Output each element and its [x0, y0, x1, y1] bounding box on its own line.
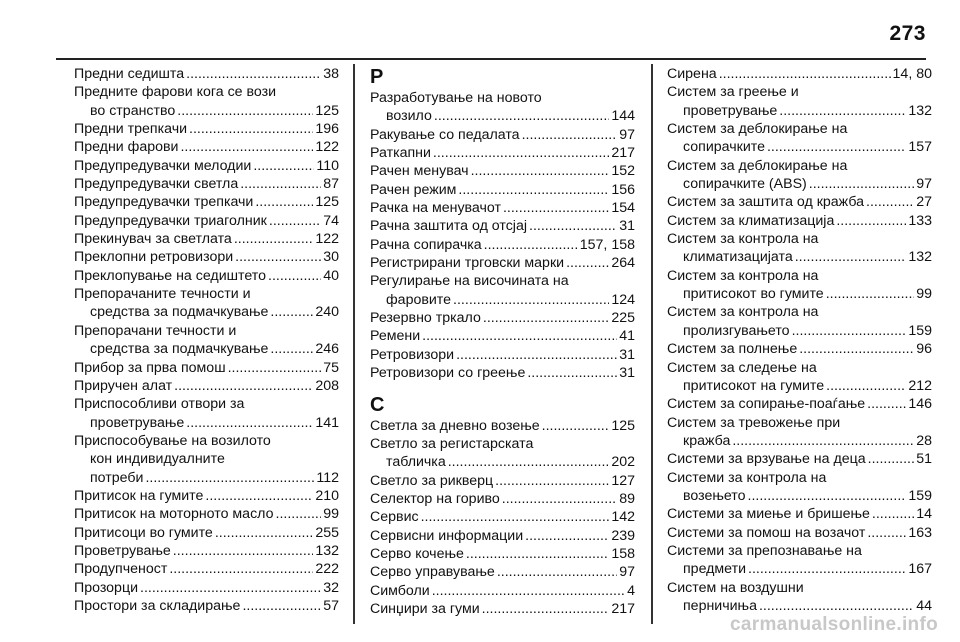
index-entry: [74, 487, 339, 505]
dot-leader: [484, 236, 578, 254]
index-entry-page: 240: [315, 304, 339, 321]
index-entry-page: 122: [315, 231, 339, 248]
index-entry-page: 202: [611, 454, 635, 471]
index-entry-page: 57: [323, 597, 339, 614]
index-entry-term: Светло за регистарската: [370, 435, 534, 452]
index-entry-page: 41: [619, 328, 635, 345]
index-entry-page: 239: [611, 527, 635, 544]
index-entry: [667, 267, 932, 304]
index-entry-term: пролизгувањето: [683, 322, 790, 339]
index-entry-page: 14: [916, 506, 932, 523]
dot-leader: [748, 487, 907, 505]
index-entry-page: 246: [315, 341, 339, 358]
index-entry-page: 44: [916, 597, 932, 614]
index-entry-term: Приспособување на возилото: [74, 432, 271, 449]
dot-leader: [215, 524, 314, 542]
index-entry: [74, 157, 339, 175]
index-entry: [74, 138, 339, 156]
dot-leader: [186, 414, 313, 432]
index-entry-page: 28: [916, 432, 932, 449]
index-entry-term: Проветрување: [74, 542, 171, 559]
index-entry-term: проветрување: [90, 414, 185, 431]
index-entry: [370, 144, 635, 162]
index-entry-page: 97: [619, 564, 635, 581]
index-entry: [74, 542, 339, 560]
index-entry-page: 96: [916, 341, 932, 358]
index-entry-page: 132: [908, 102, 932, 119]
index-entry: [370, 254, 635, 272]
index-entry-term: климатизацијата: [683, 249, 793, 266]
dot-leader: [253, 157, 314, 175]
index-entry: [370, 435, 635, 472]
index-letter-heading: Р: [370, 66, 384, 88]
index-entry-term: Предни трепкачи: [74, 121, 188, 138]
index-entry: [667, 157, 932, 194]
index-entry-term: кон индивидуалните: [90, 451, 225, 468]
index-entry-page: 159: [908, 322, 932, 339]
index-entry-page: 141: [315, 414, 339, 431]
index-entry: [667, 230, 932, 267]
index-entry-page: 97: [619, 126, 635, 143]
index-entry-term: средства за подмачкување: [90, 304, 269, 321]
index-entry: [74, 193, 339, 211]
dot-leader: [453, 291, 609, 309]
index-entry-term: Систем за контрола на: [667, 304, 819, 321]
index-entry-term: Системи за миење и бришење: [667, 506, 870, 523]
index-entry: [667, 65, 932, 83]
index-entry-page: 51: [916, 451, 932, 468]
index-entry-page: 97: [916, 176, 932, 193]
index-entry: [370, 272, 635, 309]
dot-leader: [270, 340, 313, 358]
index-entry-page: 32: [323, 579, 339, 596]
index-entry-term: Предупредувачки светла: [74, 176, 239, 193]
dot-leader: [527, 364, 617, 382]
dot-leader: [228, 359, 322, 377]
dot-leader: [795, 248, 907, 266]
dot-leader: [169, 560, 313, 578]
index-entry-page: 31: [619, 365, 635, 382]
dot-leader: [174, 377, 313, 395]
index-entry: [370, 309, 635, 327]
index-entry: [667, 469, 932, 506]
index-entry-page: 217: [611, 145, 635, 162]
index-entry-page: 152: [611, 163, 635, 180]
index-entry-term: Рачен менувач: [370, 163, 469, 180]
dot-leader: [529, 217, 617, 235]
index-entry-term: Ретровизори: [370, 346, 455, 363]
index-entry: [74, 230, 339, 248]
index-entry-term: Систем на воздушни: [667, 579, 804, 596]
index-entry-term: Предупредувачки триаголник: [74, 212, 267, 229]
index-entry: [74, 212, 339, 230]
dot-leader: [836, 212, 906, 230]
index-entry-page: 125: [611, 417, 635, 434]
index-entry-term: Светло за рикверц: [370, 472, 494, 489]
index-entry-term: Предни седишта: [74, 66, 185, 82]
index-entry-term: проветрување: [683, 102, 778, 119]
index-entry: [667, 450, 932, 468]
index-entry: [74, 395, 339, 432]
index-entry: [370, 181, 635, 199]
index-entry-page: 167: [908, 561, 932, 578]
index-entry: [74, 597, 339, 615]
index-letter-heading: С: [370, 393, 385, 416]
dot-leader: [502, 490, 617, 508]
index-entry-term: фаровите: [386, 291, 452, 308]
index-entry-term: притисокот на гумите: [683, 377, 825, 394]
index-entry: [74, 65, 339, 83]
index-entry: [370, 545, 635, 563]
index-entry: [74, 120, 339, 138]
index-entry-term: Преклопување на седиштето: [74, 267, 266, 284]
index-entry-term: Раткапни: [370, 145, 431, 162]
index-entry-term: возењето: [683, 487, 746, 504]
dot-leader: [483, 309, 609, 327]
index-entry-term: Продупченост: [74, 561, 168, 578]
index-entry: [370, 600, 635, 618]
index-entry: [370, 162, 635, 180]
index-entry-term: средства за подмачкување: [90, 341, 269, 358]
index-entry-page: 75: [323, 359, 339, 376]
index-entry-term: Разработување на новото: [370, 90, 542, 106]
index-entry: [370, 472, 635, 490]
index-entry-page: 158: [611, 545, 635, 562]
dot-leader: [422, 327, 617, 345]
index-entry-page: 157, 158: [579, 236, 635, 253]
index-entry-term: Предните фарови кога се вози: [74, 84, 277, 101]
index-entry: [667, 542, 932, 579]
index-entry-term: Систем за деблокирање на: [667, 121, 848, 138]
index-entry-term: Приручен алат: [74, 377, 173, 394]
dot-leader: [779, 102, 906, 120]
index-entry-page: 196: [315, 121, 339, 138]
index-entry-term: Систем за деблокирање на: [667, 157, 848, 174]
index-entry: [74, 524, 339, 542]
index-entry-term: Систем за заштита од кражба: [667, 194, 865, 211]
index-entry-page: 208: [315, 377, 339, 394]
index-entry-term: во странство: [90, 102, 176, 119]
index-entry-page: 255: [315, 524, 339, 541]
index-entry-term: Ремени: [370, 328, 421, 345]
index-entry-page: 144: [611, 108, 635, 125]
index-entry-term: Систем за греење и: [667, 84, 799, 101]
dot-leader: [433, 144, 609, 162]
index-entry-term: Синџири за гуми: [370, 600, 480, 617]
index-entry-page: 87: [323, 176, 339, 193]
dot-leader: [180, 138, 313, 156]
dot-leader: [448, 453, 610, 471]
index-entry-page: 122: [315, 139, 339, 156]
index-entry-term: Прекинувач за светлата: [74, 231, 232, 248]
dot-leader: [809, 175, 914, 193]
index-entry: [370, 490, 635, 508]
index-entry-term: Серво управување: [370, 564, 495, 581]
index-entry-term: Систем за полнење: [667, 341, 798, 358]
dot-leader: [242, 597, 321, 615]
index-entry: [370, 364, 635, 382]
dot-leader: [471, 162, 610, 180]
index-entry-term: Систем за климатизација: [667, 212, 835, 229]
dot-leader: [234, 230, 314, 248]
index-entry-term: Системи за препознавање на: [667, 542, 862, 559]
column-divider: [353, 64, 355, 624]
dot-leader: [240, 175, 321, 193]
index-entry-term: Резервно тркало: [370, 310, 481, 327]
index-entry-page: 110: [316, 157, 339, 174]
index-entry-term: потреби: [90, 469, 144, 486]
dot-leader: [270, 303, 313, 321]
dot-leader: [173, 542, 314, 560]
dot-leader: [866, 193, 914, 211]
dot-leader: [767, 138, 906, 156]
index-entry-page: 4: [627, 582, 635, 599]
index-entry-term: Приспособливи отвори за: [74, 396, 245, 413]
index-entry: [74, 579, 339, 597]
dot-leader: [458, 181, 609, 199]
watermark: carmanualsonline.info: [730, 614, 938, 635]
index-entry-term: Прозорци: [74, 579, 138, 596]
index-entry: [74, 322, 339, 359]
index-entry-term: Светла за дневно возење: [370, 417, 540, 434]
index-entry-page: 159: [908, 487, 932, 504]
index-entry-term: Систем за сопирање-поаѓање: [667, 396, 866, 413]
index-entry-page: 127: [611, 472, 635, 489]
index-entry-term: Систем за контрола на: [667, 231, 819, 248]
index-entry: [667, 212, 932, 230]
dot-leader: [872, 505, 914, 523]
index-entry-page: 133: [908, 212, 932, 229]
index-entry-page: 212: [908, 377, 932, 394]
dot-leader: [145, 469, 314, 487]
index-entry-page: 124: [611, 291, 635, 308]
dot-leader: [140, 579, 321, 597]
dot-leader: [235, 248, 321, 266]
index-entry-term: притисокот во гумите: [683, 286, 824, 303]
dot-leader: [434, 107, 609, 125]
index-entry: [74, 267, 339, 285]
index-entry: [74, 377, 339, 395]
dot-leader: [466, 545, 609, 563]
index-entry-term: Серво кочење: [370, 545, 464, 562]
index-entry-page: 30: [323, 249, 339, 266]
index-entry-term: Симболи: [370, 582, 430, 599]
index-entry-term: сопирачките (ABS): [683, 176, 807, 193]
index-column-1: [74, 65, 339, 615]
index-entry: [74, 83, 339, 120]
index-entry-term: возило: [386, 108, 432, 125]
header-rule: [56, 58, 926, 60]
index-entry-page: 14, 80: [892, 66, 932, 82]
index-entry: [667, 395, 932, 413]
dot-leader: [189, 120, 313, 138]
index-entry-page: 132: [315, 542, 339, 559]
dot-leader: [269, 212, 321, 230]
dot-leader: [276, 505, 322, 523]
index-entry: [74, 175, 339, 193]
index-entry-page: 40: [323, 267, 339, 284]
index-entry-term: Систем за следење на: [667, 359, 817, 376]
index-entry: [370, 89, 635, 126]
index-entry: [370, 527, 635, 545]
index-entry-term: Притисок на моторното масло: [74, 506, 274, 523]
index-entry: [74, 248, 339, 266]
dot-leader: [497, 563, 617, 581]
index-entry-term: Прибор за прва помош: [74, 359, 226, 376]
index-entry: [370, 582, 635, 600]
index-entry: [667, 414, 932, 451]
dot-leader: [867, 524, 906, 542]
dot-leader: [503, 199, 609, 217]
index-entry-term: Регистрирани трговски марки: [370, 255, 565, 272]
index-entry-page: 264: [611, 255, 635, 272]
index-entry: [370, 236, 635, 254]
dot-leader: [482, 600, 610, 618]
index-entry-term: Преклопни ретровизори: [74, 249, 234, 266]
page-number: 273: [889, 22, 926, 45]
index-entry-term: Сервис: [370, 509, 419, 526]
index-entry-term: Селектор на гориво: [370, 490, 500, 507]
index-entry: [667, 579, 932, 616]
index-entry-term: Рачна сопирачка: [370, 236, 482, 253]
index-entry: [370, 346, 635, 364]
index-entry-page: 225: [611, 310, 635, 327]
index-entry: [74, 505, 339, 523]
index-entry-term: Предупредувачки мелодии: [74, 157, 252, 174]
index-entry-term: Системи за помош на возачот: [667, 524, 866, 541]
index-entry-page: 156: [611, 181, 635, 198]
index-entry: [667, 303, 932, 340]
index-entry-term: Рачен режим: [370, 181, 457, 198]
dot-leader: [732, 432, 914, 450]
index-entry-page: 222: [315, 561, 339, 578]
index-entry: [74, 285, 339, 322]
index-entry-page: 99: [916, 286, 932, 303]
index-entry-term: предмети: [683, 561, 747, 578]
dot-leader: [792, 322, 907, 340]
index-entry-term: Предни фарови: [74, 139, 179, 156]
index-entry-term: Сервисни информации: [370, 527, 524, 544]
index-entry-page: 210: [315, 487, 339, 504]
dot-leader: [205, 487, 313, 505]
index-entry: [667, 505, 932, 523]
dot-leader: [255, 193, 313, 211]
index-entry-term: Систем за контрола на: [667, 267, 819, 284]
index-entry: [370, 563, 635, 581]
dot-leader: [759, 597, 914, 615]
index-entry: [667, 193, 932, 211]
index-entry: [370, 417, 635, 435]
index-entry: [74, 560, 339, 578]
index-entry-page: 31: [619, 218, 635, 235]
dot-leader: [566, 254, 609, 272]
index-entry: [370, 199, 635, 217]
dot-leader: [456, 346, 617, 364]
index-entry-page: 125: [315, 194, 339, 211]
index-entry: [667, 359, 932, 396]
dot-leader: [799, 340, 914, 358]
index-entry-term: Препорачаните течности и: [74, 286, 251, 303]
index-entry-term: Ретровизори со греење: [370, 365, 526, 382]
index-entry: [667, 120, 932, 157]
dot-leader: [186, 65, 321, 83]
index-column-2: [370, 65, 635, 618]
index-entry-page: 31: [619, 346, 635, 363]
index-entry-term: кражба: [683, 432, 731, 449]
index-entry-page: 27: [916, 194, 932, 211]
index-entry-term: Сирена: [667, 66, 717, 82]
dot-leader: [826, 285, 915, 303]
index-entry-term: Простори за складирање: [74, 597, 241, 614]
index-entry-page: 132: [908, 249, 932, 266]
index-entry-term: Притисок на гумите: [74, 487, 204, 504]
index-entry-page: 38: [323, 66, 339, 82]
dot-leader: [748, 560, 906, 578]
index-entry-term: Регулирање на височината на: [370, 273, 569, 290]
index-entry-page: 146: [908, 396, 932, 413]
index-entry-page: 112: [316, 469, 339, 486]
dot-leader: [421, 508, 610, 526]
dot-leader: [268, 267, 321, 285]
index-entry-term: Рачка на менувачот: [370, 200, 501, 217]
index-entry-term: табличка: [386, 454, 446, 471]
index-entry-page: 154: [611, 200, 635, 217]
index-entry-term: перничиња: [683, 597, 757, 614]
index-entry-page: 163: [908, 524, 932, 541]
index-entry-term: Препорачани течности и: [74, 322, 237, 339]
index-entry: [370, 327, 635, 345]
dot-leader: [719, 65, 891, 83]
index-entry: [370, 126, 635, 144]
index-entry-term: Притисоци во гумите: [74, 524, 213, 541]
index-entry: [74, 432, 339, 487]
dot-leader: [867, 395, 906, 413]
index-entry: [370, 217, 635, 235]
dot-leader: [522, 126, 618, 144]
index-entry: [667, 524, 932, 542]
index-entry-term: Системи за врзување на деца: [667, 451, 866, 468]
index-entry: [370, 508, 635, 526]
index-entry-term: Рачна заштита од отсјај: [370, 218, 528, 235]
dot-leader: [432, 582, 625, 600]
index-entry-page: 99: [323, 506, 339, 523]
index-entry-page: 217: [611, 600, 635, 617]
dot-leader: [177, 102, 313, 120]
index-entry: [667, 83, 932, 120]
index-entry: [74, 359, 339, 377]
index-column-3: [667, 65, 932, 615]
index-entry-term: Ракување со педалата: [370, 126, 520, 143]
index-entry-term: Системи за контрола на: [667, 469, 827, 486]
index-entry-page: 142: [611, 509, 635, 526]
column-divider: [651, 64, 653, 624]
index-entry: [667, 340, 932, 358]
dot-leader: [826, 377, 906, 395]
index-entry-page: 89: [619, 490, 635, 507]
dot-leader: [868, 450, 915, 468]
index-entry-term: сопирачките: [683, 139, 765, 156]
dot-leader: [495, 472, 609, 490]
dot-leader: [542, 417, 610, 435]
index-entry-page: 157: [908, 139, 932, 156]
index-entry-term: Предупредувачки трепкачи: [74, 194, 254, 211]
index-entry-page: 74: [323, 212, 339, 229]
index-entry-page: 125: [315, 102, 339, 119]
index-entry-term: Систем за тревожење при: [667, 414, 841, 431]
dot-leader: [525, 527, 609, 545]
